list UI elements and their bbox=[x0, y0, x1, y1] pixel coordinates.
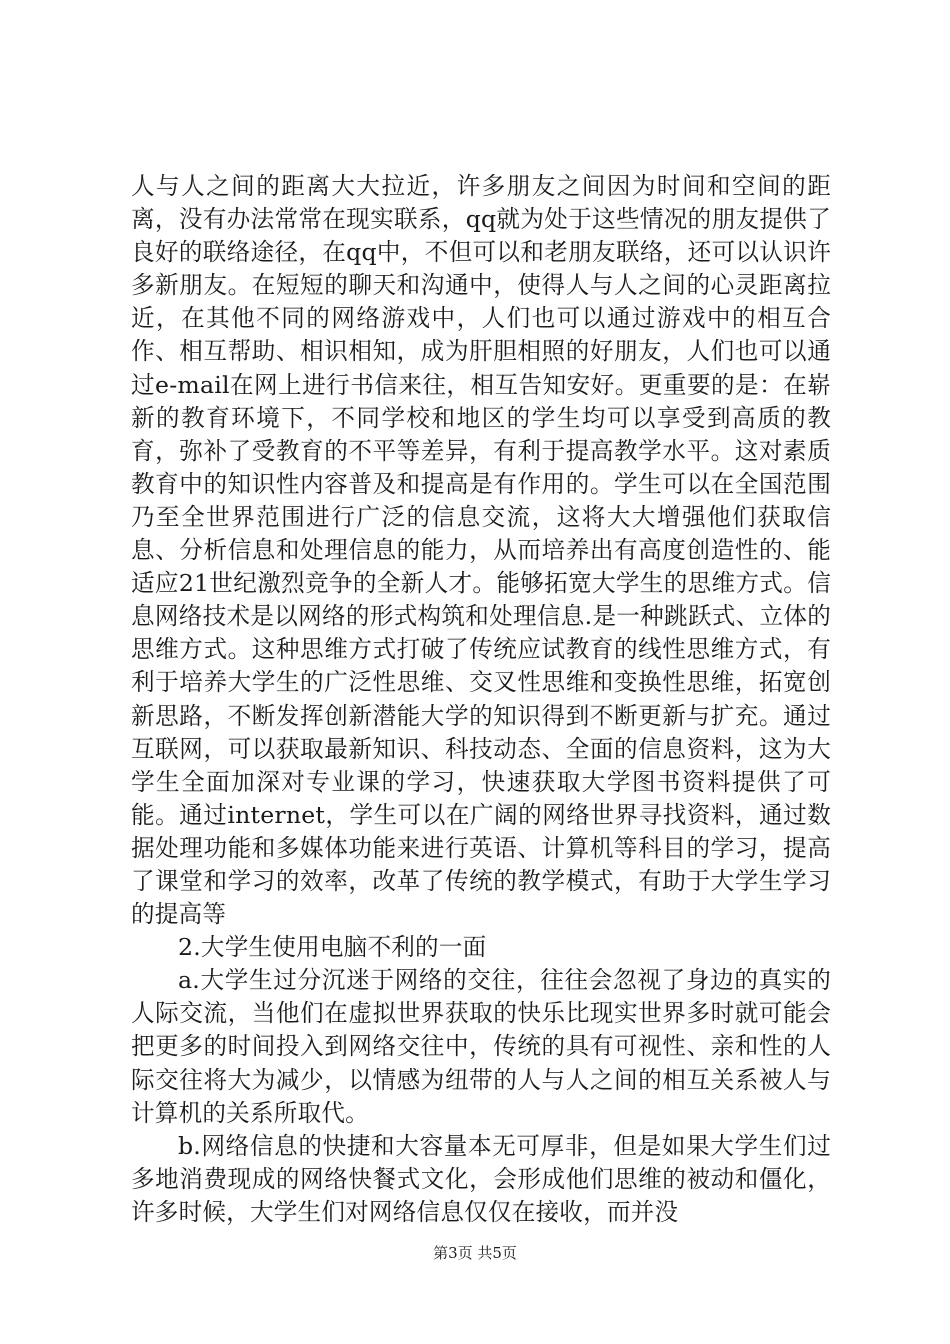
paragraph-point-b: b.网络信息的快捷和大容量本无可厚非，但是如果大学生们过多地消费现成的网络快餐式文化，会形成他们思维的被动和僵化，许多时候，大学生们对网络信息仅仅在接收，而并没 bbox=[131, 1131, 831, 1226]
paragraph-intro: 人与人之间的距离大大拉近，许多朋友之间因为时间和空间的距离，没有办法常常在现实联系，qq就为处于这些情况的朋友提供了良好的联络途径，在qq中，不但可以和老朋友联络，还可以认识许多新朋友。在短短的聊天和沟通中，使得人与人之间的心灵距离拉近，在其他不同的网络游戏中，人们也可以通过游戏中的相互合作、相互帮助、相识相知，成为肝胆相照的好朋友，人们也可以通过e-mail在网上进行书信来往，相互告知安好。更重要的是：在崭新的教育环境下，不同学校和地区的学生均可以享受到高质的教育，弥补了受教育的不平等差异，有利于提高教学水平。这对素质教育中的知识性内容普及和提高是有作用的。学生可以在全国范围乃至全世界范围进行广泛的信息交流，这将大大增强他们获取信息、分析信息和处理信息的能力，从而培养出有高度创造性的、能适应21世纪激烈竞争的全新人才。能够拓宽大学生的思维方式。信息网络技术是以网络的形式构筑和处理信息.是一种跳跃式、立体的思维方式。这种思维方式打破了传统应试教育的线性思维方式，有利于培养大学生的广泛性思维、交叉性思维和变换性思维，拓宽创新思路，不断发挥创新潜能大学的知识得到不断更新与扩充。通过互联网，可以获取最新知识、科技动态、全面的信息资料，这为大学生全面加深对专业课的学习，快速获取大学图书资料提供了可能。通过internet，学生可以在广阔的网络世界寻找资料，通过数据处理功能和多媒体功能来进行英语、计算机等科目的学习，提高了课堂和学习的效率，改革了传统的教学模式，有助于大学生学习的提高等 bbox=[131, 172, 831, 929]
page-number-footer: 第3页 共5页 bbox=[433, 1244, 517, 1262]
section-heading-disadvantages: 2.大学生使用电脑不利的一面 bbox=[178, 933, 487, 962]
body-text bbox=[131, 170, 831, 1229]
paragraph-point-a: a.大学生过分沉迷于网络的交往，往往会忽视了身边的真实的人际交流，当他们在虚拟世界获取的快乐比现实世界多时就可能会把更多的时间投入到网络交往中，传统的具有可视性、亲和性的人际交往将大为减少，以情感为纽带的人与人之间的相互关系被人与计算机的关系所取代。 bbox=[131, 966, 831, 1127]
